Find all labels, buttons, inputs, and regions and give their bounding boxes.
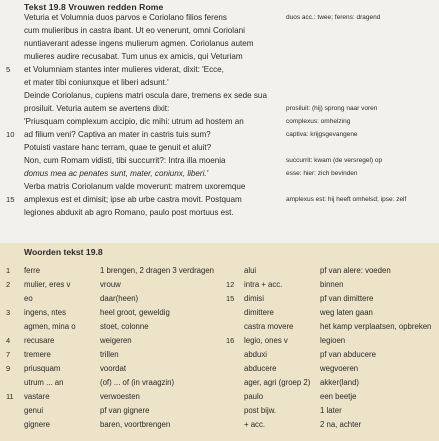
dutch-meaning: akker(land) [320,378,359,387]
dutch-meaning: heel groot, geweldig [100,308,170,317]
latin-line: domus mea ac penates sunt, mater, coniunx, liberi.' [24,169,209,178]
dutch-meaning: 2 na, achter [320,420,362,429]
latin-word: dimittere [244,308,274,317]
latin-word: legio, ones v [244,336,288,345]
latin-line: Potuisti vastare hanc terram, quae te genuit et aluit? [24,143,212,152]
text-title: Tekst 19.8 Vrouwen redden Rome [24,2,164,12]
dutch-meaning: het kamp verplaatsen, opbreken [320,322,432,331]
latin-line: ad filium veni? Captiva an mater in castris tuis sum? [24,130,211,139]
vocab-row [0,307,439,319]
dutch-meaning: pf van dimittere [320,294,374,303]
latin-word: eo [24,294,33,303]
margin-note: prosiluit: (hij) sprong naar voren [286,105,378,112]
latin-word: abducere [244,364,277,373]
latin-line: Verba matris Coriolanum valde moverunt: matrem uxoremque [24,182,246,191]
latin-word: tremere [24,350,51,359]
line-ref: 9 [6,364,11,373]
latin-word: ingens, ntes [24,308,67,317]
line-ref: 16 [226,336,235,345]
latin-line: et mater tibi coniunxque et liberi adsunt.' [24,78,169,87]
dutch-meaning: wegvoeren [320,364,359,373]
vocab-row [0,349,439,361]
dutch-meaning: binnen [320,280,344,289]
latin-word: vastare [24,392,50,401]
latin-word: + acc. [244,420,266,429]
dutch-meaning: weigeren [100,336,132,345]
vocab-row [0,419,439,431]
vocab-row [0,377,439,389]
dutch-meaning: (of) ... of (in vraagzin) [100,378,175,387]
latin-line: 'Priusquam complexum accipio, dic mihi: utrum ad hostem an [24,117,244,126]
line-ref: 12 [226,280,235,289]
dutch-meaning: trillen [100,350,119,359]
margin-note: complexus: omhelzing [286,118,351,125]
latin-word: genui [24,406,44,415]
vocab-row [0,391,439,403]
latin-word: ferre [24,266,41,275]
latin-word: mulier, eres v [24,280,71,289]
dutch-meaning: vrouw [100,280,121,289]
dutch-meaning: pf van abducere [320,350,376,359]
margin-note: esse: hier: zich bevinden [286,170,358,177]
latin-line: Non, cum Romam vidisti, tibi succurrit?: Intra illa moenia [24,156,226,165]
line-number: 15 [6,195,15,204]
latin-word: dimisi [244,294,264,303]
latin-line: legiones abduxit ab agro Romano, paulo post mortuus est. [24,208,234,217]
dutch-meaning: voordat [100,364,127,373]
dutch-meaning: daar(heen) [100,294,139,303]
vocab-row [0,335,439,347]
line-ref: 3 [6,308,11,317]
dutch-meaning: weg laten gaan [320,308,373,317]
line-ref: 4 [6,336,11,345]
line-ref: 1 [6,266,11,275]
line-ref: 2 [6,280,11,289]
dutch-meaning: 1 brengen, 2 dragen 3 verdragen [100,266,215,275]
vocab-row [0,405,439,417]
latin-word: alui [244,266,257,275]
dutch-meaning: baren, voortbrengen [100,420,171,429]
line-ref: 7 [6,350,11,359]
latin-line: amplexus est et dimisit; ipse ab urbe castra movit. Postquam [24,195,242,204]
vocab-row [0,265,439,277]
latin-word: ager, agri (groep 2) [244,378,311,387]
dutch-meaning: stoet, colonne [100,322,149,331]
latin-word: recusare [24,336,55,345]
vocabulary-title: Woorden tekst 19.8 [24,247,103,257]
vocab-row [0,321,439,333]
latin-word: utrum ... an [24,378,64,387]
dutch-meaning: 1 later [320,406,342,415]
vocabulary-section [0,243,439,441]
margin-note: duos acc.: twee; ferens: dragend [286,14,381,21]
vocab-row [0,279,439,291]
vocab-row [0,363,439,375]
latin-line: et Volumniam stantes inter mulieres viderat, dixit: 'Ecce, [24,65,224,74]
dutch-meaning: pf van alere: voeden [320,266,391,275]
latin-word: gignere [24,420,51,429]
latin-line: prosiluit. Veturia autem se avertens dixit: [24,104,170,113]
latin-word: agmen, mina o [24,322,76,331]
latin-word: post bijw. [244,406,277,415]
margin-note: captiva: krijgsgevangene [286,131,358,138]
latin-line: Veturia et Volumnia duos parvos e Coriolano filios ferens [24,13,227,22]
margin-note: amplexus est: hij heeft omhelsd; ipse: zelf [286,196,407,203]
margin-note: succurrit: kwam (de versregel) op [286,157,383,164]
latin-word: abduxi [244,350,267,359]
dutch-meaning: een beetje [320,392,357,401]
dutch-meaning: pf van gignere [100,406,150,415]
line-ref: 11 [6,392,14,401]
latin-word: priusquam [24,364,61,373]
line-number: 5 [6,65,11,74]
latin-word: intra + acc. [244,280,283,289]
latin-line: Deinde Coriolanus, cupiens matri oscula dare, tremens ex sede sua [24,91,267,100]
latin-word: paulo [244,392,264,401]
dutch-meaning: legioen [320,336,346,345]
line-number: 10 [6,130,15,139]
dutch-meaning: verwoesten [100,392,140,401]
latin-line: mulieres audire recusabat. Tum unus ex amicis, qui Veturiam [24,52,243,61]
latin-line: cum mulieribus in castra ibant. Ut eo venerunt, omni Coriolani [24,26,245,35]
line-ref: 15 [226,294,235,303]
vocab-row [0,293,439,305]
latin-line: nuntiaverant adesse ingens mulierum agmen. Coriolanus autem [24,39,254,48]
latin-word: castra movere [244,322,294,331]
